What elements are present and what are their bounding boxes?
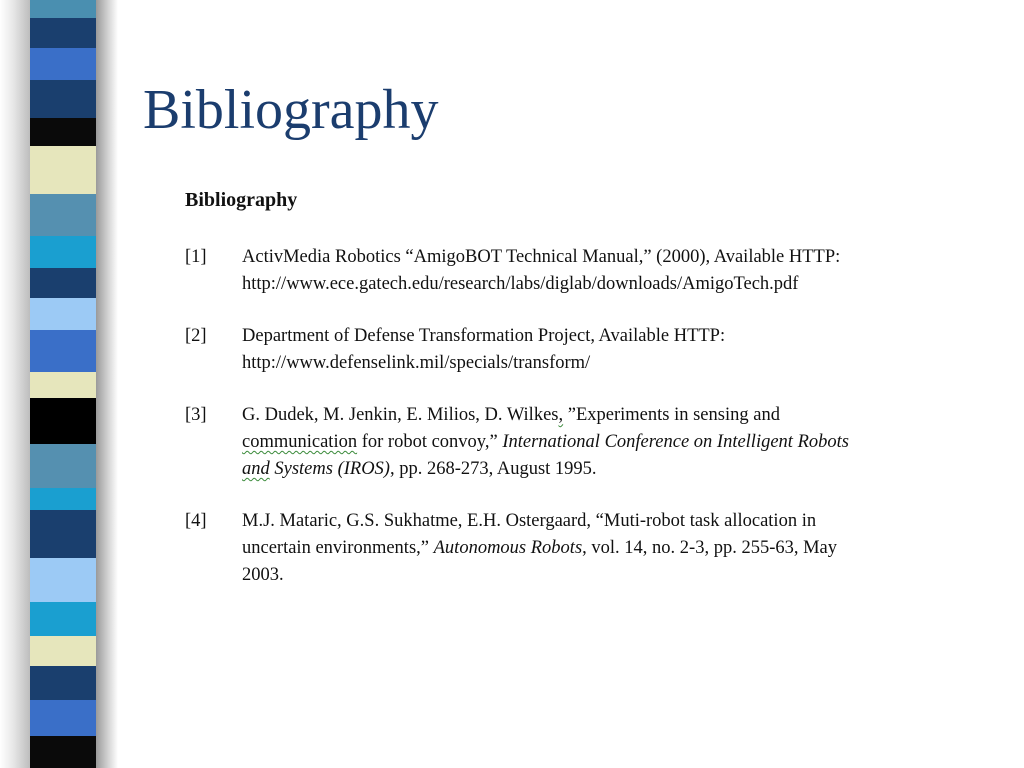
reference-line [242, 535, 885, 562]
decorative-stripe [30, 0, 102, 768]
reference-4 [185, 508, 885, 589]
reference-line: 2003. [242, 565, 284, 585]
venue-italic: Autonomous Robots [433, 538, 583, 558]
spellcheck-word: and [242, 459, 270, 479]
reference-line [242, 456, 885, 483]
reference-url: http://www.defenselink.mil/specials/transform/ [242, 353, 591, 373]
pages-date: , pp. 268-273, August 1995. [389, 459, 597, 479]
reference-text [242, 323, 885, 377]
title-end: for robot convoy,” [357, 432, 503, 452]
reference-number: [1] [185, 247, 207, 267]
bibliography-document [185, 186, 885, 614]
reference-line: M.J. Mataric, G.S. Sukhatme, E.H. Ostergaard, “Muti-robot task allocation in [242, 511, 817, 531]
reference-1 [185, 244, 885, 298]
reference-3 [185, 402, 885, 483]
reference-line [242, 402, 885, 429]
venue-italic: International Conference on Intelligent Robots [502, 432, 849, 452]
title-end: uncertain environments,” [242, 538, 434, 558]
reference-2 [185, 323, 885, 377]
document-heading: Bibliography [185, 189, 298, 211]
reference-text [242, 508, 885, 589]
reference-text [242, 244, 885, 298]
reference-line [242, 429, 885, 456]
authors: G. Dudek, M. Jenkin, E. Milios, D. Wilkes [242, 405, 559, 425]
title-start: ”Experiments in sensing and [563, 405, 780, 425]
reference-line: Department of Defense Transformation Project, Available HTTP: [242, 326, 726, 346]
reference-text [242, 402, 885, 483]
stripe-left-shadow [0, 0, 32, 768]
reference-number: [3] [185, 405, 207, 425]
reference-number: [2] [185, 326, 207, 346]
spellcheck-word: communication [242, 432, 358, 452]
stripe-shadow [96, 0, 118, 768]
volume-info: , vol. 14, no. 2-3, pp. 255-63, May [582, 538, 838, 558]
venue-italic: Systems (IROS) [269, 459, 390, 479]
reference-line: ActivMedia Robotics “AmigoBOT Technical Manual,” (2000), Available HTTP: [242, 247, 841, 267]
spellcheck-mark: , [558, 405, 564, 425]
reference-number: [4] [185, 511, 207, 531]
reference-url: http://www.ece.gatech.edu/research/labs/diglab/downloads/AmigoTech.pdf [242, 274, 799, 294]
slide-title: Bibliography [143, 79, 439, 141]
